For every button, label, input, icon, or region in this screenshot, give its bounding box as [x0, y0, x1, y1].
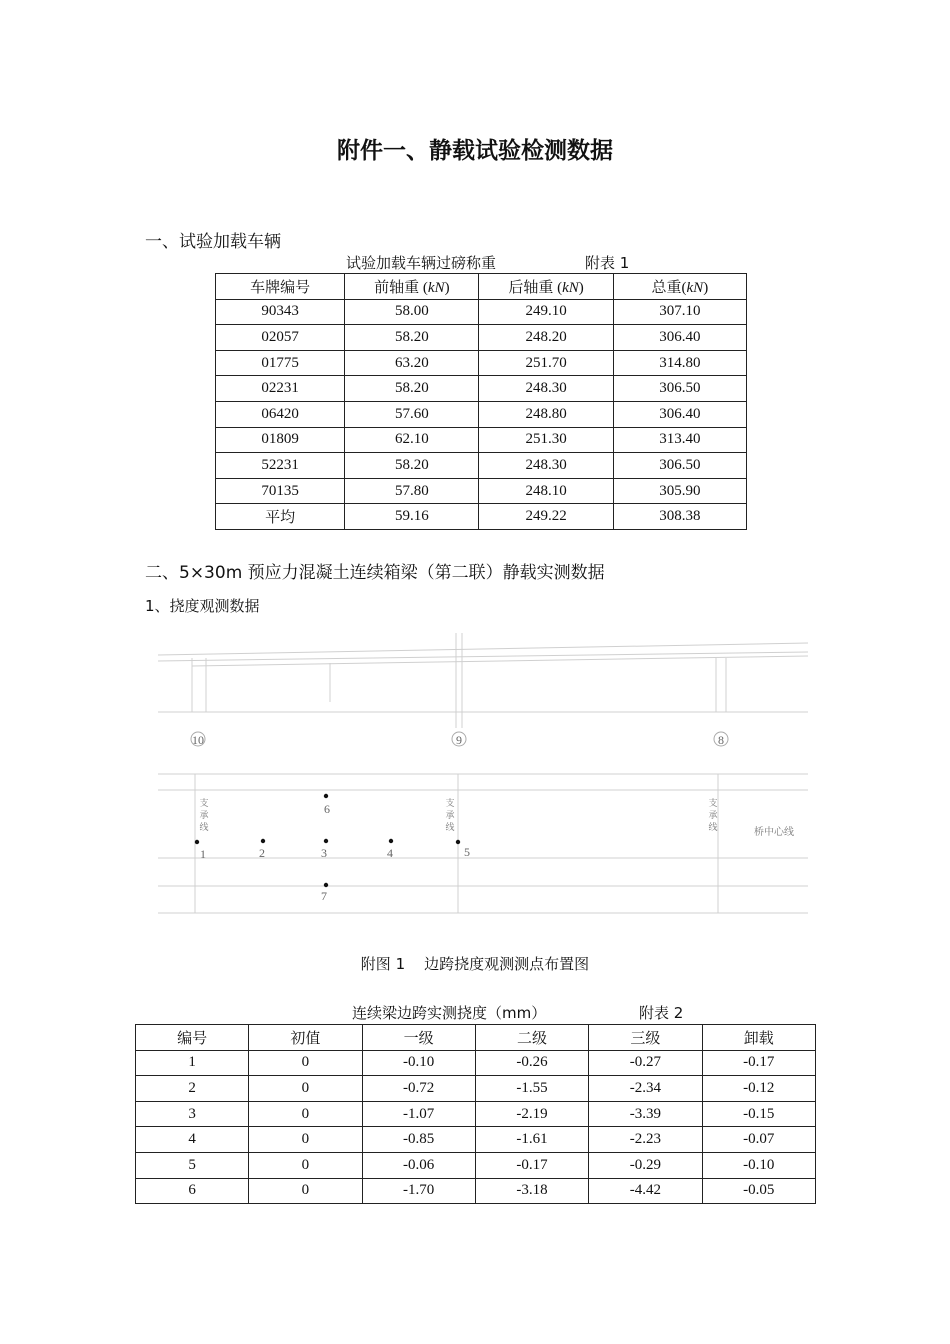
cell: 平均	[216, 504, 345, 530]
table-row	[216, 478, 747, 504]
table-1-title: 试验加载车辆过磅称重	[346, 254, 497, 272]
table-row	[216, 350, 747, 376]
cell: 59.16	[345, 504, 479, 530]
section-2-heading: 二、5×30m 预应力混凝土连续箱梁（第二联）静载实测数据	[145, 563, 605, 583]
cell: 57.60	[345, 401, 479, 427]
cell: 0	[249, 1152, 362, 1178]
cell: 62.10	[345, 427, 479, 453]
header-level-2: 二级	[475, 1025, 588, 1051]
header-front-axle-close: )	[444, 279, 450, 296]
deflection-table	[135, 1024, 816, 1204]
table-2-title: 连续梁边跨实测挠度（mm）	[352, 1004, 547, 1022]
cell: 57.80	[345, 478, 479, 504]
cell: 306.50	[613, 453, 746, 479]
cell: 306.40	[613, 325, 746, 351]
table-row	[216, 299, 747, 325]
cell: -2.19	[475, 1101, 588, 1127]
table-row	[216, 504, 747, 530]
cell: 06420	[216, 401, 345, 427]
header-rear-axle-label: 后轴重 (	[508, 279, 563, 296]
table-2-number: 附表 2	[639, 1004, 684, 1022]
support-line-label: 支	[199, 798, 209, 808]
cell: 02057	[216, 325, 345, 351]
measure-point	[195, 840, 199, 844]
cell: 305.90	[613, 478, 746, 504]
pier-label: 9	[456, 733, 462, 747]
table-row	[216, 376, 747, 402]
cell: -0.12	[702, 1076, 815, 1102]
header-level-1: 一级	[362, 1025, 475, 1051]
table-row	[136, 1050, 816, 1076]
cell: -0.17	[702, 1050, 815, 1076]
cell: 248.20	[479, 325, 613, 351]
cell: 6	[136, 1178, 249, 1204]
point-label: 5	[464, 845, 470, 859]
table-row	[216, 401, 747, 427]
cell: 306.50	[613, 376, 746, 402]
point-label: 3	[321, 846, 327, 860]
cell: -0.05	[702, 1178, 815, 1204]
header-unload: 卸载	[702, 1025, 815, 1051]
cell: 0	[249, 1050, 362, 1076]
cell: 308.38	[613, 504, 746, 530]
header-front-axle-label: 前轴重 (	[374, 279, 428, 296]
cell: -1.70	[362, 1178, 475, 1204]
cell: -0.10	[362, 1050, 475, 1076]
cell: -0.15	[702, 1101, 815, 1127]
table-row	[136, 1178, 816, 1204]
cell: -4.42	[589, 1178, 702, 1204]
table-row	[216, 427, 747, 453]
table-row	[136, 1127, 816, 1153]
pier-label: 10	[192, 733, 204, 747]
page-title: 附件一、静载试验检测数据	[337, 138, 613, 164]
header-rear-axle-close: )	[578, 279, 584, 296]
cell: 63.20	[345, 350, 479, 376]
support-line-label: 支	[445, 798, 455, 808]
table-row	[216, 453, 747, 479]
table-header-row	[136, 1025, 816, 1051]
cell: 313.40	[613, 427, 746, 453]
header-id: 编号	[136, 1025, 249, 1051]
cell: -0.06	[362, 1152, 475, 1178]
cell: 0	[249, 1127, 362, 1153]
header-plate: 车牌编号	[216, 274, 345, 300]
deflection-point-layout-diagram	[150, 628, 815, 920]
table-header-row	[216, 274, 747, 300]
bridge-centerline-label: 桥中心线	[754, 827, 794, 838]
support-line-label: 承	[708, 810, 718, 820]
measure-point	[324, 839, 328, 843]
cell: 5	[136, 1152, 249, 1178]
header-rear-axle	[479, 274, 613, 300]
support-line-label: 线	[445, 822, 455, 832]
support-line-label: 承	[199, 810, 209, 820]
cell: 90343	[216, 299, 345, 325]
cell: 2	[136, 1076, 249, 1102]
pier-label: 8	[718, 733, 724, 747]
cell: 58.20	[345, 325, 479, 351]
cell: -0.27	[589, 1050, 702, 1076]
table-row	[136, 1076, 816, 1102]
measure-point	[324, 883, 328, 887]
cell: -3.18	[475, 1178, 588, 1204]
cell: 249.22	[479, 504, 613, 530]
measure-point	[389, 839, 393, 843]
header-total-label: 总重(	[651, 279, 687, 296]
cell: 306.40	[613, 401, 746, 427]
vehicle-weight-table	[215, 273, 747, 530]
cell: 0	[249, 1076, 362, 1102]
point-label: 1	[200, 847, 206, 861]
section-1-heading: 一、试验加载车辆	[145, 232, 281, 252]
cell: 248.30	[479, 376, 613, 402]
table-1-number: 附表 1	[585, 254, 630, 272]
cell: -0.72	[362, 1076, 475, 1102]
cell: 251.30	[479, 427, 613, 453]
cell: -2.23	[589, 1127, 702, 1153]
cell: -0.07	[702, 1127, 815, 1153]
cell: 3	[136, 1101, 249, 1127]
cell: 249.10	[479, 299, 613, 325]
cell: 01775	[216, 350, 345, 376]
support-line-label: 支	[708, 798, 718, 808]
cell: 4	[136, 1127, 249, 1153]
figure-1-caption: 附图 1 边跨挠度观测测点布置图	[360, 955, 590, 973]
cell: -1.55	[475, 1076, 588, 1102]
cell: 0	[249, 1101, 362, 1127]
point-label: 4	[387, 846, 393, 860]
cell: 58.00	[345, 299, 479, 325]
cell: -3.39	[589, 1101, 702, 1127]
cell: 1	[136, 1050, 249, 1076]
cell: -0.26	[475, 1050, 588, 1076]
cell: 314.80	[613, 350, 746, 376]
support-line-label: 承	[445, 810, 455, 820]
cell: -0.29	[589, 1152, 702, 1178]
cell: 58.20	[345, 376, 479, 402]
cell: -1.61	[475, 1127, 588, 1153]
cell: -2.34	[589, 1076, 702, 1102]
cell: 248.80	[479, 401, 613, 427]
header-initial: 初值	[249, 1025, 362, 1051]
cell: 52231	[216, 453, 345, 479]
header-total-close: )	[703, 279, 709, 296]
table-row	[136, 1152, 816, 1178]
measure-point	[456, 840, 460, 844]
cell: -1.07	[362, 1101, 475, 1127]
header-level-3: 三级	[589, 1025, 702, 1051]
table-row	[216, 325, 747, 351]
point-label: 2	[259, 846, 265, 860]
cell: 02231	[216, 376, 345, 402]
point-label: 6	[324, 802, 330, 816]
cell: 307.10	[613, 299, 746, 325]
cell: 70135	[216, 478, 345, 504]
measure-point	[324, 794, 328, 798]
cell: 01809	[216, 427, 345, 453]
cell: 248.30	[479, 453, 613, 479]
cell: 0	[249, 1178, 362, 1204]
support-line-label: 线	[708, 822, 718, 832]
cell: -0.17	[475, 1152, 588, 1178]
header-front-axle	[345, 274, 479, 300]
header-total	[613, 274, 746, 300]
cell: 248.10	[479, 478, 613, 504]
support-line-label: 线	[199, 822, 209, 832]
table-row	[136, 1101, 816, 1127]
header-rear-axle-unit: kN	[562, 279, 579, 296]
cell: 251.70	[479, 350, 613, 376]
header-total-unit: kN	[686, 279, 704, 296]
header-front-axle-unit: kN	[427, 279, 445, 296]
section-2-subheading: 1、挠度观测数据	[145, 597, 260, 615]
cell: -0.85	[362, 1127, 475, 1153]
cell: 58.20	[345, 453, 479, 479]
point-label: 7	[321, 889, 327, 903]
measure-point	[261, 839, 265, 843]
cell: -0.10	[702, 1152, 815, 1178]
